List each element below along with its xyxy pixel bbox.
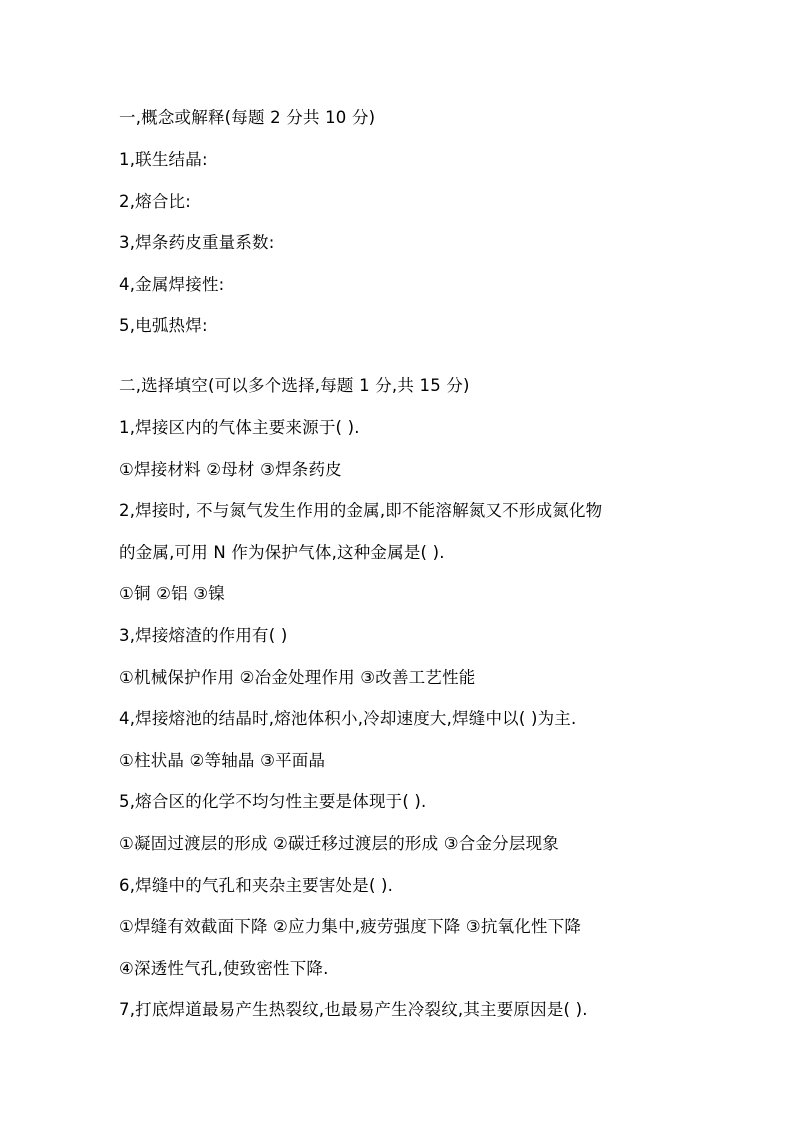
term-item-3: 3,焊条药皮重量系数: [119,233,275,252]
question-1-options: ①焊接材料 ②母材 ③焊条药皮 [119,460,342,479]
question-6: 6,焊缝中的气孔和夹杂主要害处是( ). [119,876,394,895]
question-4-options: ①柱状晶 ②等轴晶 ③平面晶 [119,751,326,770]
question-5-options: ①凝固过渡层的形成 ②碳迁移过渡层的形成 ③合金分层现象 [119,834,559,853]
question-2-line-1: 2,焊接时, 不与氮气发生作用的金属,即不能溶解氮又不形成氮化物 [119,501,603,520]
question-5: 5,熔合区的化学不均匀性主要是体现于( ). [119,792,427,811]
question-6-options-line-2: ④深透性气孔,使致密性下降. [119,959,329,978]
question-1: 1,焊接区内的气体主要来源于( ). [119,418,360,437]
question-4: 4,焊接熔池的结晶时,熔池体积小,冷却速度大,焊缝中以( )为主. [119,709,577,728]
term-item-5: 5,电弧热焊: [119,316,208,335]
question-3-options: ①机械保护作用 ②冶金处理作用 ③改善工艺性能 [119,668,476,687]
term-item-2: 2,熔合比: [119,192,192,211]
term-item-1: 1,联生结晶: [119,150,208,169]
section-2-heading: 二,选择填空(可以多个选择,每题 1 分,共 15 分) [119,376,470,395]
question-6-options: ①焊缝有效截面下降 ②应力集中,疲劳强度下降 ③抗氧化性下降 [119,917,582,936]
question-3: 3,焊接熔渣的作用有( ) [119,626,288,645]
question-2-line-2: 的金属,可用 N 作为保护气体,这种金属是( ). [119,543,445,562]
question-7: 7,打底焊道最易产生热裂纹,也最易产生冷裂纹,其主要原因是( ). [119,1000,588,1019]
term-item-4: 4,金属焊接性: [119,275,225,294]
section-1-heading: 一,概念或解释(每题 2 分共 10 分) [119,108,376,127]
question-2-options: ①铜 ②铝 ③镍 [119,584,225,603]
